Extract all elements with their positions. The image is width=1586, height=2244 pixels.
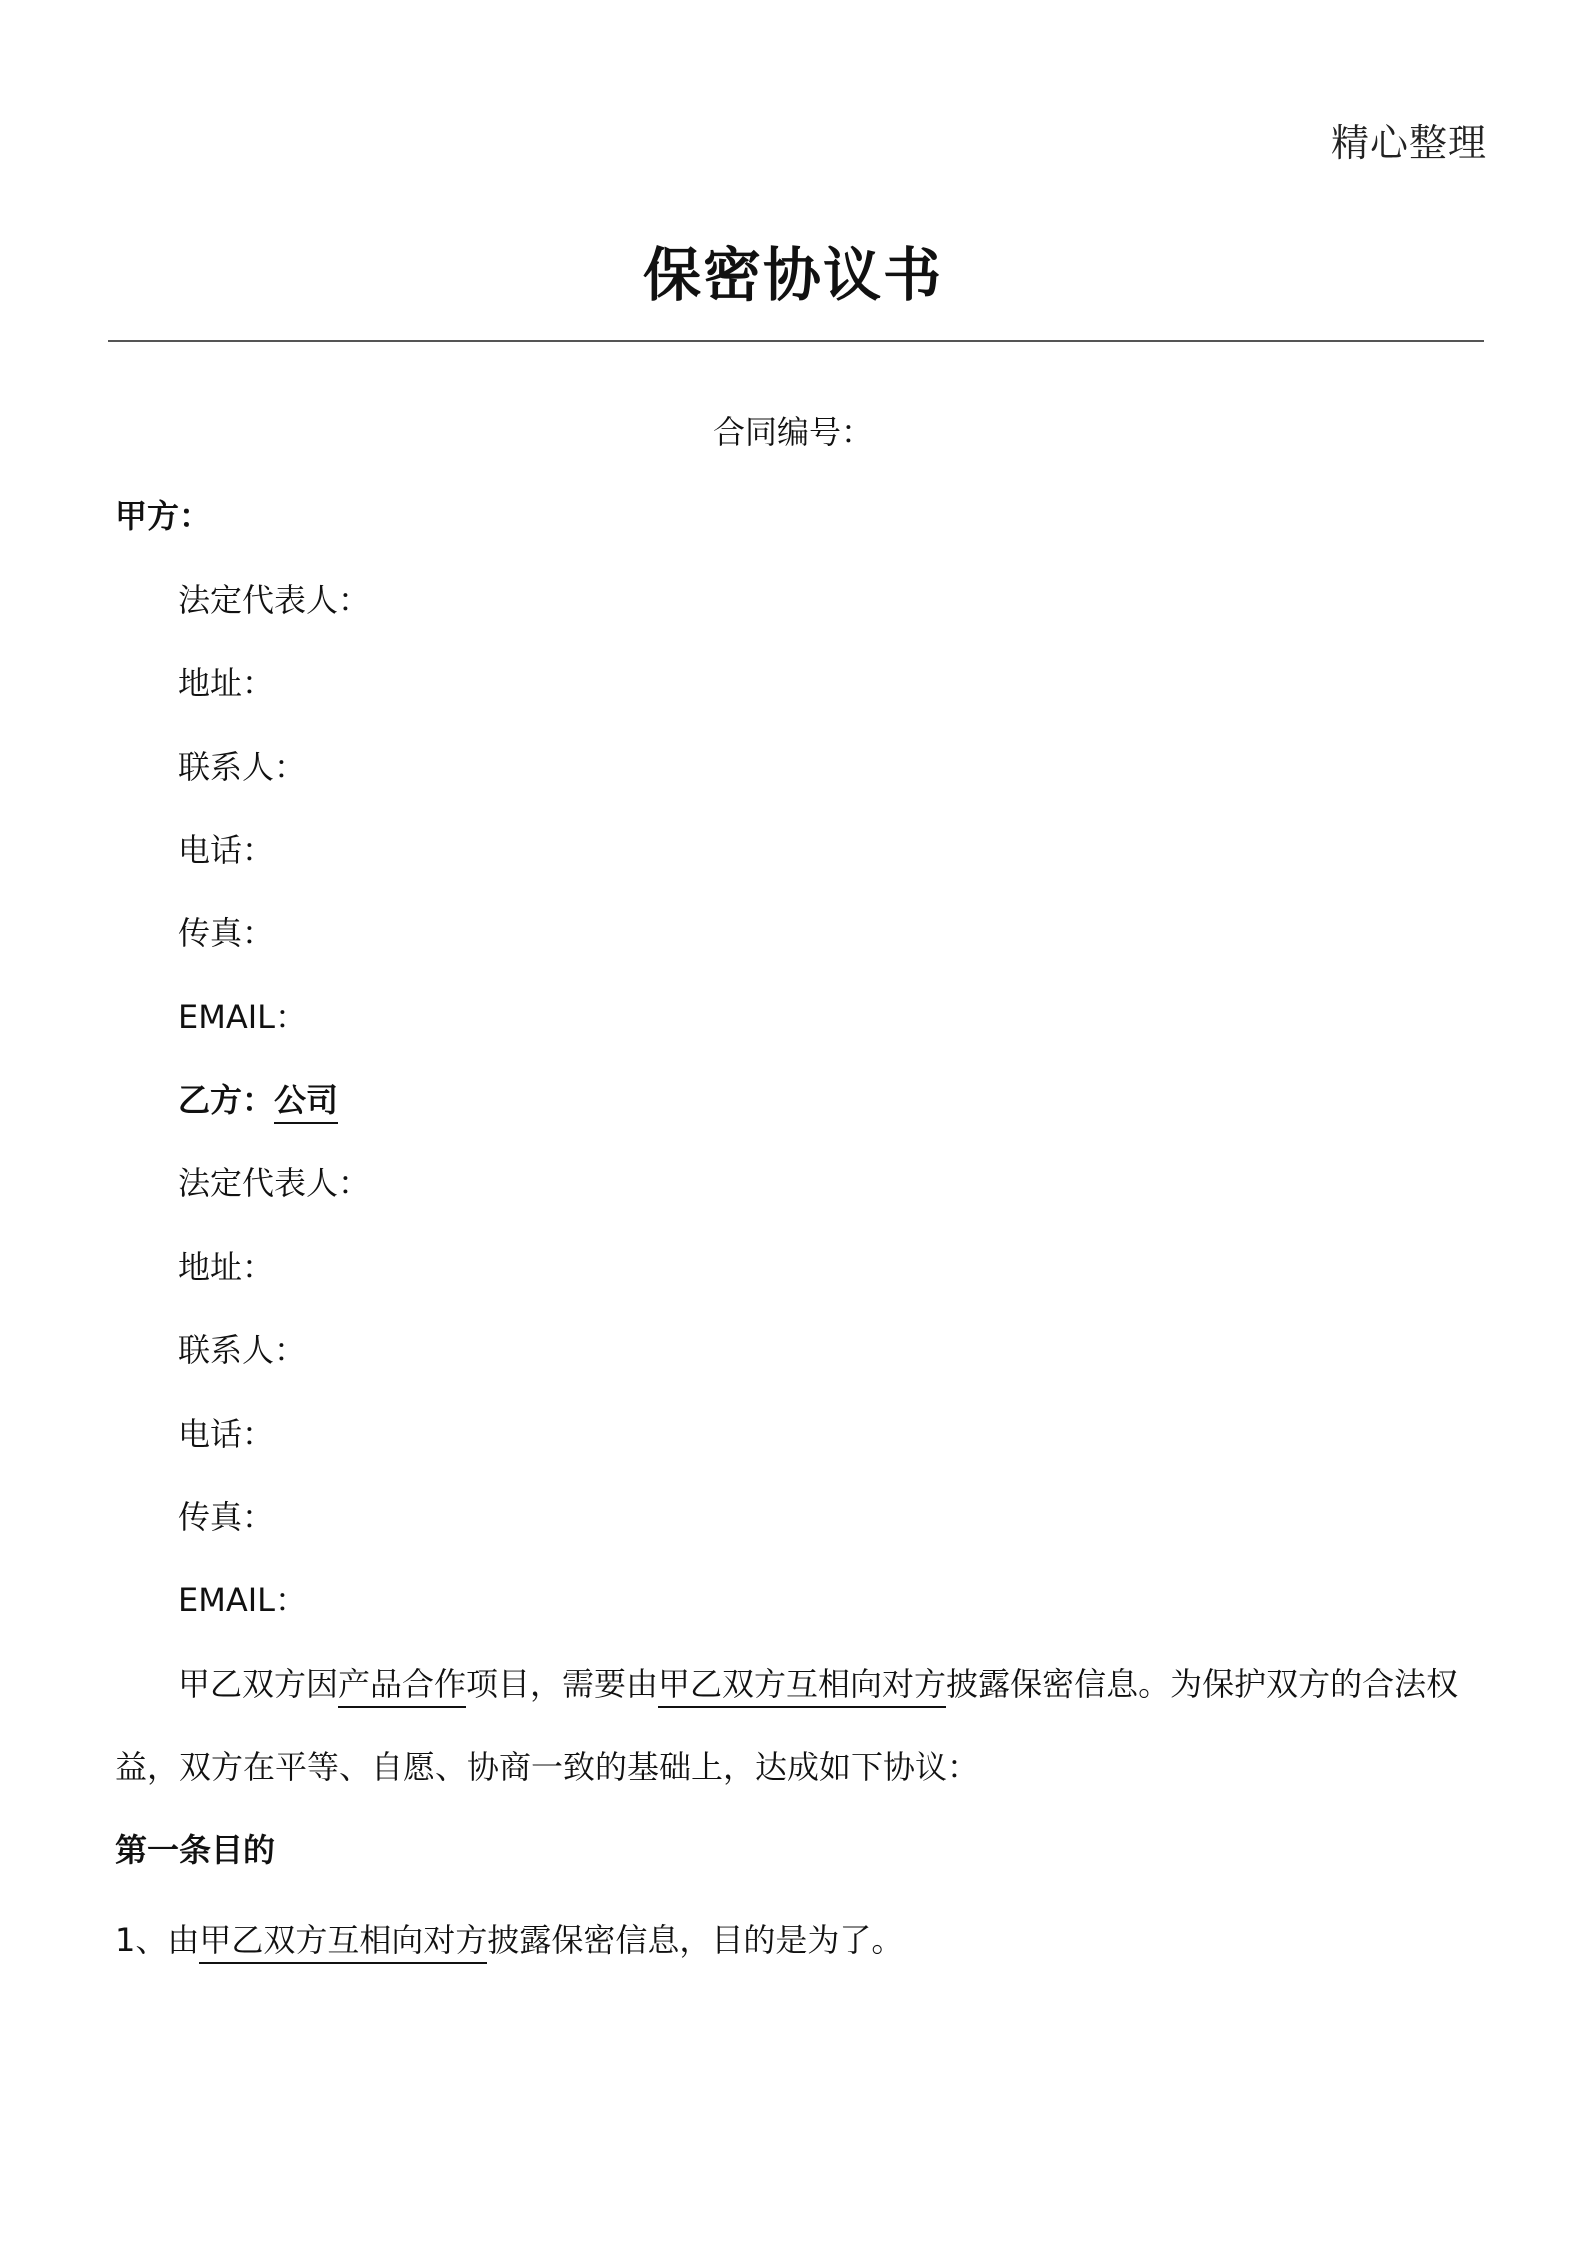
document-title: 保密协议书 [642, 241, 943, 309]
intro-line-2: 益，双方在平等、自愿、协商一致的基础上，达成如下协议： [115, 1748, 980, 1786]
party-b-legal-rep: 法定代表人： [178, 1164, 371, 1202]
party-a-label: 甲方： [115, 497, 212, 535]
party-b-fax: 传真： [178, 1498, 275, 1536]
intro-text: 甲乙双方因 [178, 1665, 339, 1703]
party-b-address: 地址： [178, 1248, 275, 1286]
article-1-item-1 [115, 1920, 903, 1960]
party-a-phone: 电话： [178, 831, 275, 869]
intro-underlined-project: 产品合作 [338, 1665, 466, 1708]
contract-number-label: 合同编号： [712, 413, 873, 451]
party-b-phone: 电话： [178, 1415, 275, 1453]
party-b-heading [178, 1080, 338, 1120]
intro-line-1 [178, 1664, 1458, 1704]
header-note: 精心整理 [1330, 121, 1487, 165]
article-1-title: 第一条目的 [115, 1831, 276, 1869]
intro-text: 项目，需要由 [466, 1665, 659, 1703]
party-a-fax: 传真： [178, 914, 275, 952]
party-a-legal-rep: 法定代表人： [178, 581, 371, 619]
party-b-label: 乙方： [178, 1081, 275, 1119]
party-a-address: 地址： [178, 664, 275, 702]
title-divider [108, 340, 1484, 342]
item-underlined-parties: 甲乙双方互相向对方 [199, 1921, 487, 1964]
item-text: 1、由 [115, 1921, 200, 1959]
intro-text: 披露保密信息。为保护双方的合法权 [946, 1665, 1459, 1703]
party-b-contact: 联系人： [178, 1331, 307, 1369]
party-a-contact: 联系人： [178, 748, 307, 786]
party-b-email: EMAIL： [178, 1581, 307, 1619]
item-text: 披露保密信息，目的是为了。 [487, 1921, 904, 1959]
intro-underlined-parties: 甲乙双方互相向对方 [658, 1665, 946, 1708]
party-a-email: EMAIL： [178, 998, 307, 1036]
party-b-name: 公司 [274, 1081, 338, 1124]
